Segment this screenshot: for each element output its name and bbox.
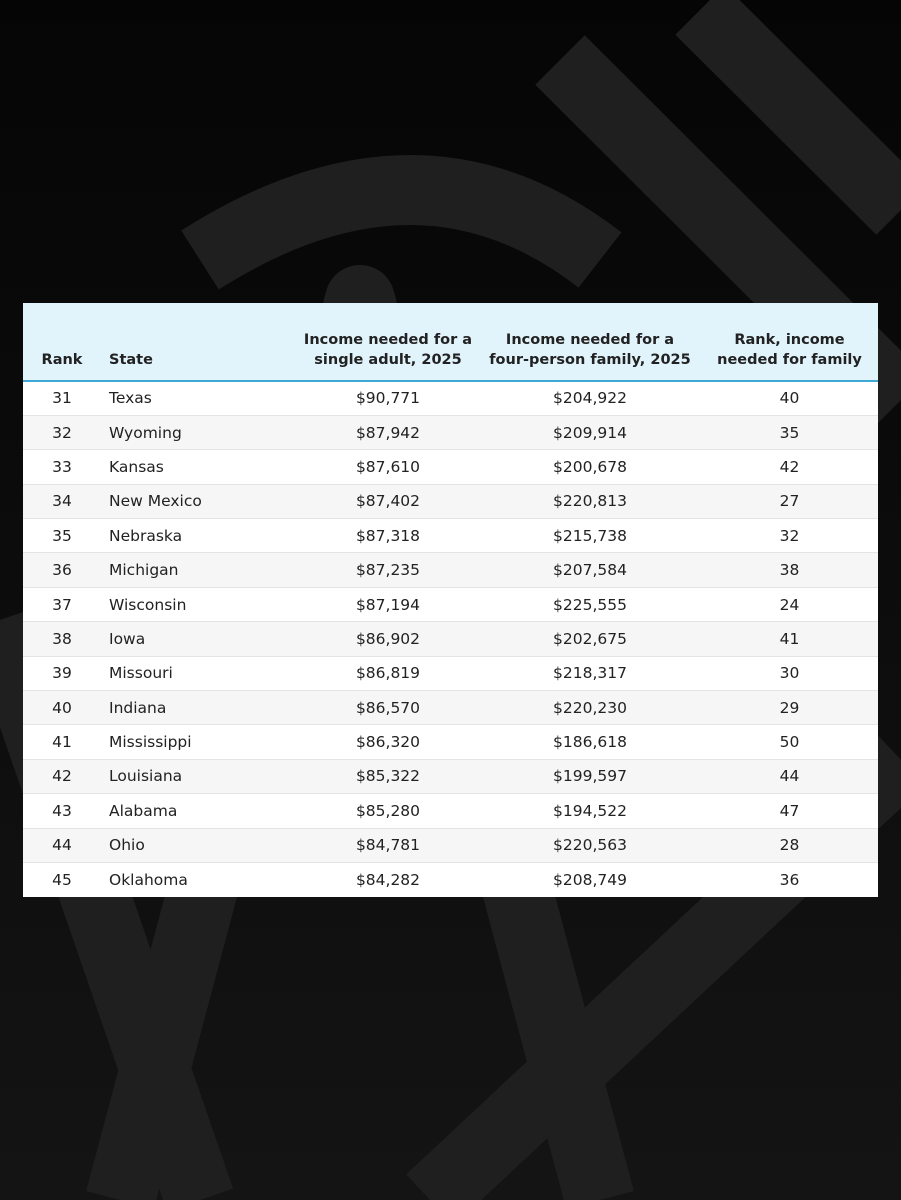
cell-state: Indiana	[101, 691, 297, 725]
cell-single-adult-income: $85,280	[297, 794, 479, 828]
table-row	[23, 519, 878, 553]
cell-rank: 44	[23, 828, 101, 862]
cell-family-income: $218,317	[479, 656, 701, 690]
cell-family-rank: 41	[701, 622, 878, 656]
header-rank: Rank	[23, 303, 101, 381]
cell-family-income: $204,922	[553, 389, 627, 408]
cell-family-income: $215,738	[479, 519, 701, 553]
cell-family-income: $220,563	[479, 828, 701, 862]
cell-state: New Mexico	[101, 484, 297, 518]
cell-rank: 38	[23, 622, 101, 656]
cell-single-adult-income: $87,610	[297, 450, 479, 484]
cell-single-adult-income: $84,781	[297, 828, 479, 862]
cell-state: Alabama	[101, 794, 297, 828]
cell-family-rank: 42	[701, 450, 878, 484]
cell-single-adult-income: $86,570	[297, 691, 479, 725]
cell-rank: 43	[23, 794, 101, 828]
table-row	[23, 484, 878, 518]
cell-state: Oklahoma	[101, 862, 297, 896]
table-row	[23, 381, 878, 415]
cell-single-adult-income: $86,902	[297, 622, 479, 656]
cell-single-adult-income: $87,402	[297, 484, 479, 518]
cell-single-adult-income: $87,318	[297, 519, 479, 553]
cell-family-income: $225,555	[479, 587, 701, 621]
cell-state: Texas	[109, 389, 152, 408]
cell-single-adult-income: $86,320	[297, 725, 479, 759]
cell-single-adult-income: $90,771	[355, 389, 421, 408]
cell-state: Louisiana	[101, 759, 297, 793]
cell-family-rank: 38	[701, 553, 878, 587]
cell-state: Wisconsin	[101, 587, 297, 621]
cell-family-rank: 35	[701, 415, 878, 449]
cell-single-adult-income: $87,235	[297, 553, 479, 587]
cell-rank: 36	[23, 553, 101, 587]
cell-single-adult-income: $87,194	[297, 587, 479, 621]
cell-rank: 39	[23, 656, 101, 690]
cell-state: Kansas	[101, 450, 297, 484]
cell-state: Missouri	[101, 656, 297, 690]
cell-rank: 41	[23, 725, 101, 759]
table-row	[23, 862, 878, 896]
cell-state: Iowa	[101, 622, 297, 656]
cell-family-income: $220,813	[479, 484, 701, 518]
cell-family-rank: 40	[779, 389, 800, 408]
table-row	[23, 415, 878, 449]
cell-single-adult-income: $84,282	[297, 862, 479, 896]
header-state: State	[101, 303, 297, 381]
header-family-income: Income needed for a four-person family, 2025	[479, 303, 701, 381]
cell-family-rank: 36	[701, 862, 878, 896]
cell-family-rank: 32	[701, 519, 878, 553]
cell-rank: 34	[23, 484, 101, 518]
cell-family-rank: 28	[701, 828, 878, 862]
table-row	[23, 553, 878, 587]
cell-family-income: $200,678	[479, 450, 701, 484]
cell-rank: 45	[23, 862, 101, 896]
cell-family-rank: 24	[701, 587, 878, 621]
table-row	[23, 691, 878, 725]
table-row	[23, 656, 878, 690]
cell-family-rank: 44	[701, 759, 878, 793]
cell-state: Nebraska	[101, 519, 297, 553]
cell-family-rank: 27	[701, 484, 878, 518]
table-row	[23, 450, 878, 484]
cell-state: Michigan	[101, 553, 297, 587]
table-header-row	[23, 303, 878, 381]
cell-single-adult-income: $85,322	[297, 759, 479, 793]
cell-family-income: $207,584	[479, 553, 701, 587]
cell-single-adult-income: $87,942	[297, 415, 479, 449]
cell-rank: 35	[23, 519, 101, 553]
cell-family-income: $186,618	[479, 725, 701, 759]
cell-rank: 40	[23, 691, 101, 725]
cell-family-income: $199,597	[479, 759, 701, 793]
cell-family-rank: 47	[701, 794, 878, 828]
cell-rank: 32	[23, 415, 101, 449]
cell-family-income: $209,914	[479, 415, 701, 449]
cell-state: Ohio	[101, 828, 297, 862]
table-row	[23, 587, 878, 621]
table-row	[23, 759, 878, 793]
cell-family-income: $220,230	[479, 691, 701, 725]
header-family-rank: Rank, income needed for family	[701, 303, 878, 381]
cell-rank: 42	[23, 759, 101, 793]
cell-family-income: $194,522	[479, 794, 701, 828]
table-row	[23, 794, 878, 828]
table-row	[23, 828, 878, 862]
cell-family-income: $208,749	[479, 862, 701, 896]
cell-family-rank: 30	[701, 656, 878, 690]
table-row	[23, 622, 878, 656]
cell-state: Wyoming	[101, 415, 297, 449]
cell-rank: 33	[23, 450, 101, 484]
cell-state: Mississippi	[101, 725, 297, 759]
header-single-adult-income: Income needed for a single adult, 2025	[297, 303, 479, 381]
cell-single-adult-income: $86,819	[297, 656, 479, 690]
cell-family-income: $202,675	[479, 622, 701, 656]
cell-rank: 37	[23, 587, 101, 621]
cell-family-rank: 29	[701, 691, 878, 725]
income-table	[23, 303, 878, 897]
income-table-card	[23, 303, 878, 897]
cell-rank: 31	[52, 389, 72, 408]
table-row	[23, 725, 878, 759]
cell-family-rank: 50	[701, 725, 878, 759]
